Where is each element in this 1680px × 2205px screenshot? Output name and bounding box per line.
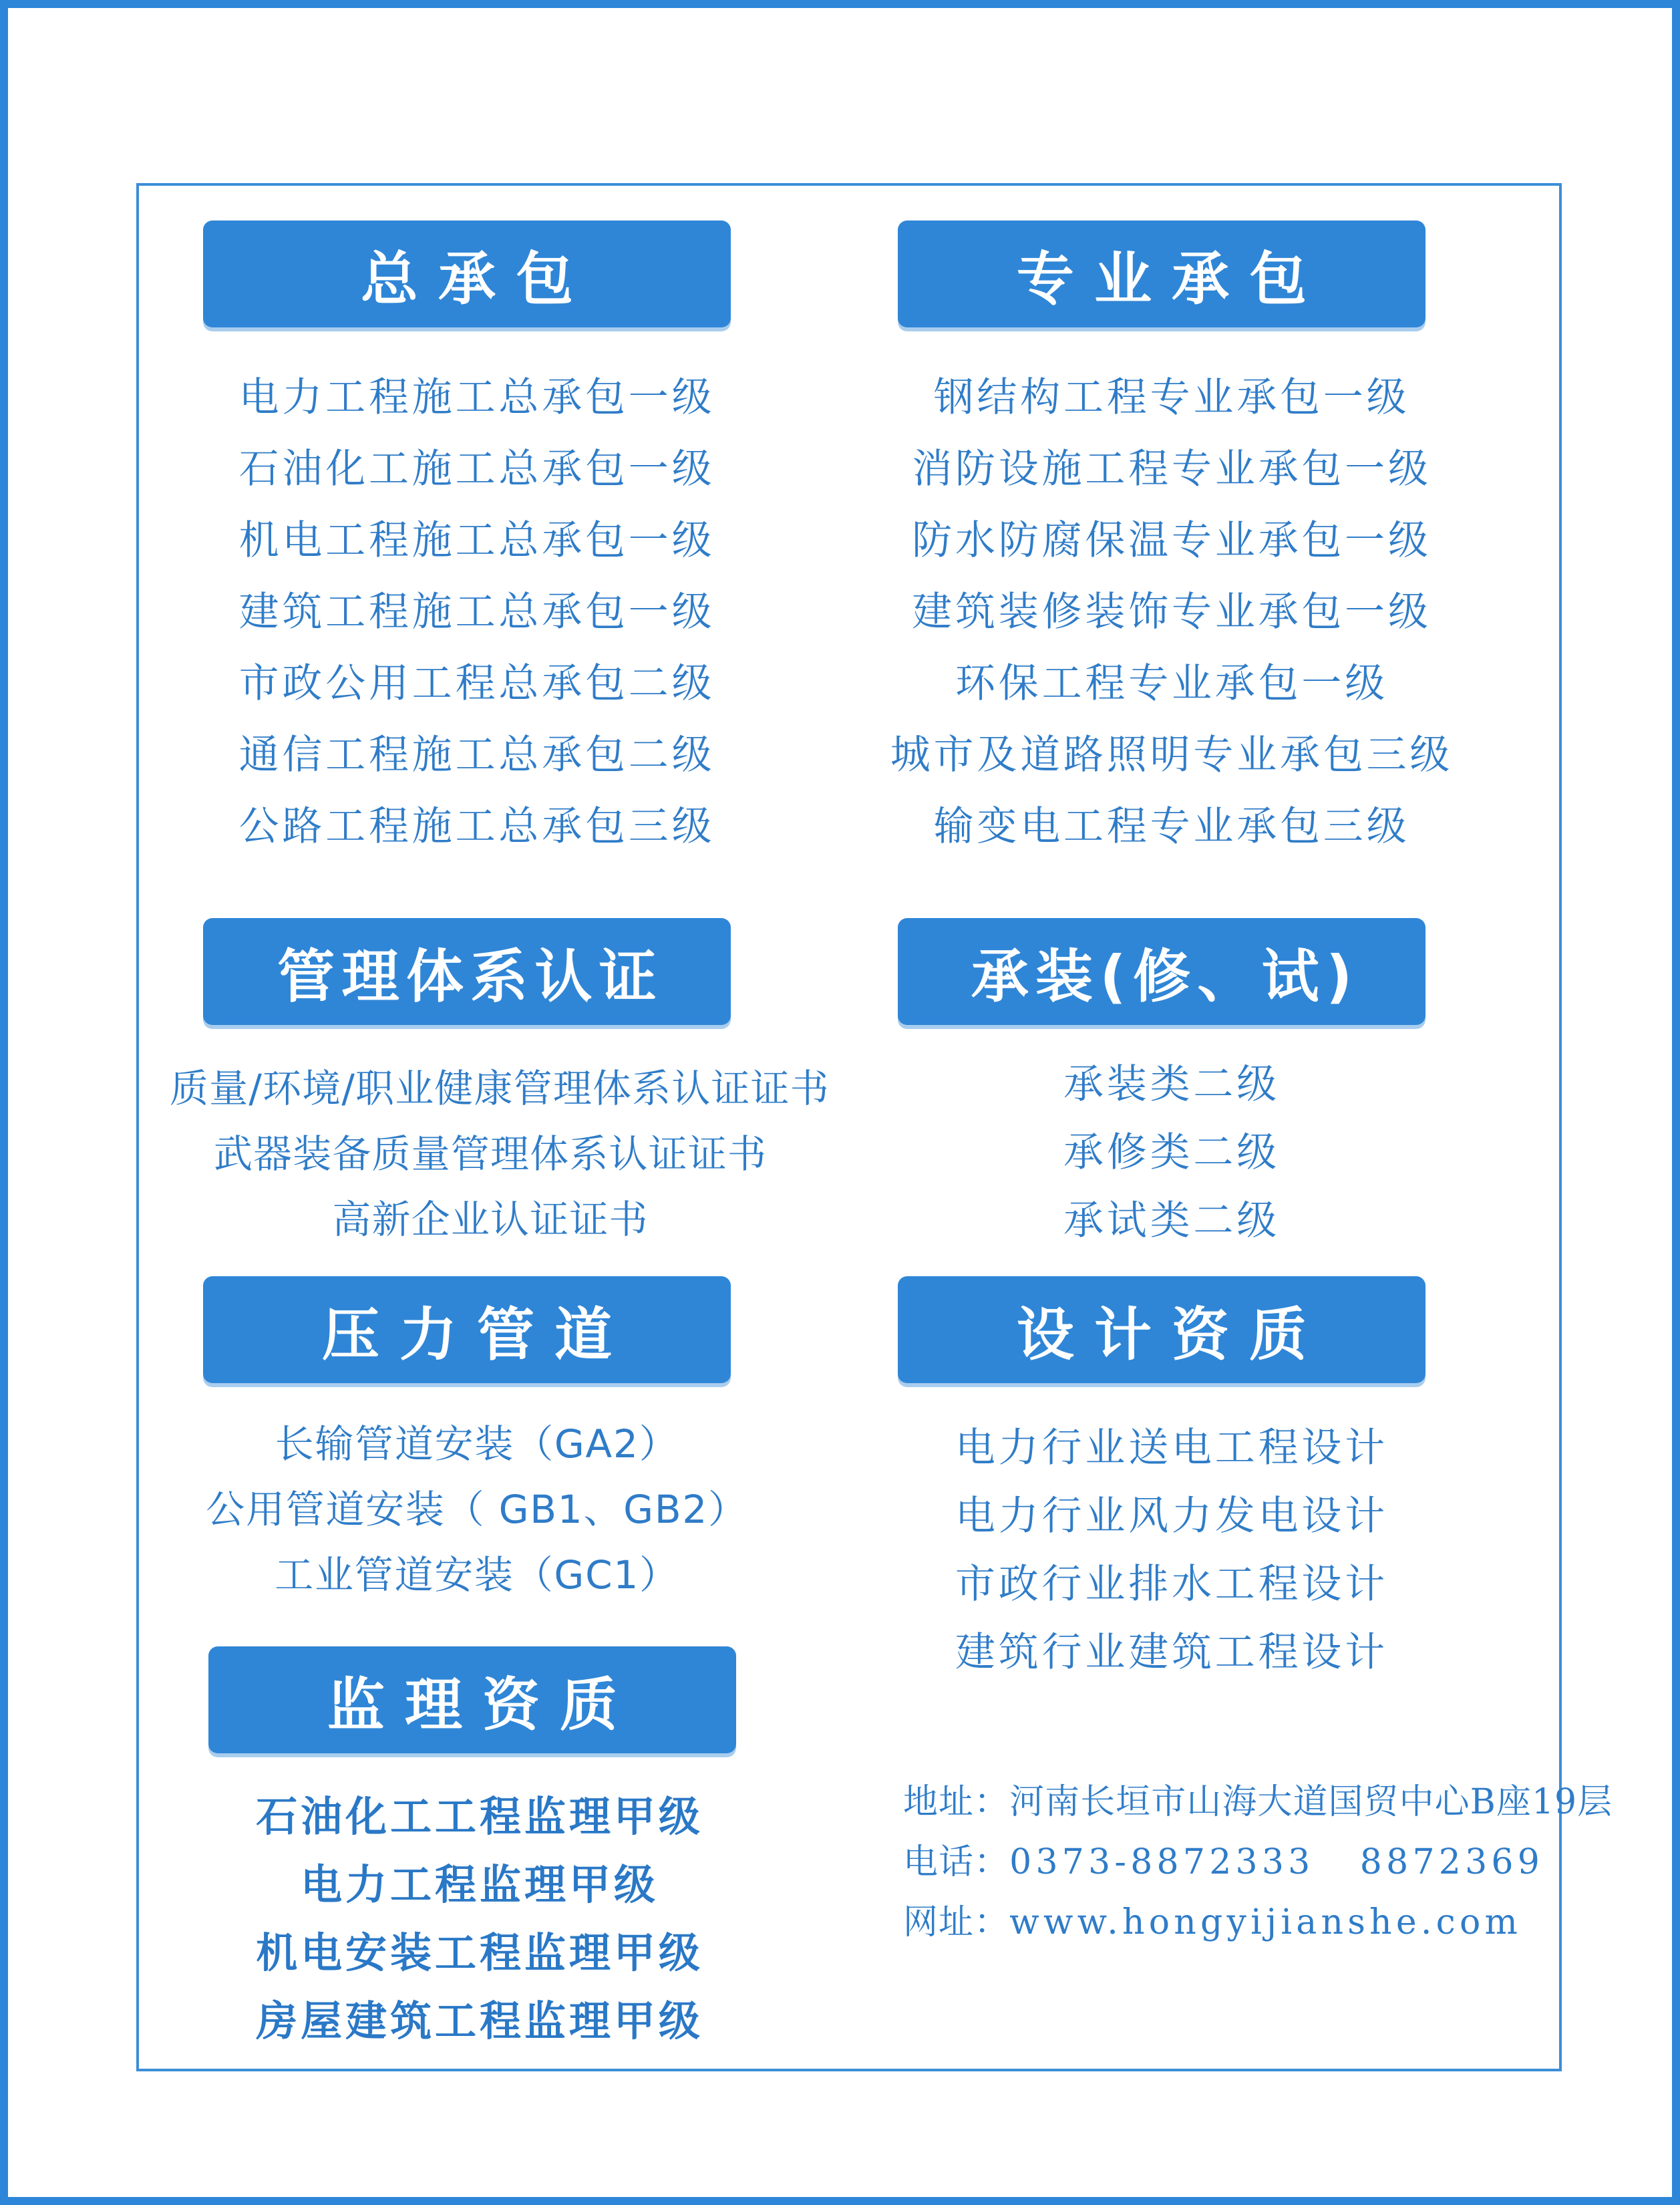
- list-item: 城市及道路照明专业承包三级: [890, 732, 1454, 778]
- list-item: 机电安装工程监理甲级: [256, 1928, 703, 1977]
- list-item: 电力工程施工总承包一级: [238, 374, 715, 421]
- contact-block: [903, 1772, 1613, 1952]
- list-item: 输变电工程专业承包三级: [933, 803, 1410, 850]
- list-pressure-pipeline: [156, 1411, 798, 1608]
- banner-pressure-pipeline: 压力管道: [203, 1276, 731, 1383]
- list-item: 石油化工工程监理甲级: [256, 1792, 703, 1841]
- list-item: 电力行业送电工程设计: [955, 1425, 1388, 1471]
- list-install-repair-test: [851, 1050, 1492, 1255]
- list-item: 公路工程施工总承包三级: [238, 803, 715, 850]
- list-general-contracting: [156, 362, 798, 863]
- website-value[interactable]: www.hongyijianshe.com: [1009, 1902, 1522, 1942]
- list-specialty-contracting: [851, 362, 1492, 863]
- list-item: 长输管道安装（GA2）: [275, 1421, 679, 1467]
- list-item: 石油化工施工总承包一级: [238, 446, 715, 492]
- address-label: 地址：: [903, 1782, 1010, 1822]
- list-item: 环保工程专业承包一级: [955, 660, 1388, 707]
- list-item: 钢结构工程专业承包一级: [933, 374, 1410, 421]
- list-item: 防水防腐保温专业承包一级: [912, 517, 1432, 564]
- list-item: 市政行业排水工程设计: [955, 1561, 1388, 1608]
- poster-page: [8, 8, 1672, 2197]
- address-row: [903, 1772, 1613, 1832]
- list-item: 武器装备质量管理体系认证证书: [213, 1131, 768, 1177]
- list-item: 公用管道安装（ GB1、GB2）: [206, 1487, 748, 1532]
- phone-label: 电话：: [903, 1842, 1010, 1882]
- phone-row: [903, 1832, 1571, 1892]
- list-item: 消防设施工程专业承包一级: [912, 446, 1432, 492]
- banner-design-qualification: 设计资质: [898, 1276, 1425, 1383]
- address-value: 河南长垣市山海大道国贸中心B座19层: [1009, 1782, 1613, 1822]
- banner-install-repair-test: 承装(修、试): [898, 918, 1425, 1025]
- website-label: 网址：: [903, 1902, 1010, 1942]
- list-item: 高新企业认证证书: [332, 1197, 649, 1242]
- list-item: 建筑工程施工总承包一级: [238, 589, 715, 635]
- banner-specialty-contracting: 专业承包: [898, 220, 1425, 327]
- list-item: 建筑行业建筑工程设计: [955, 1629, 1388, 1676]
- list-management-certification: [170, 1056, 830, 1252]
- list-item: 承试类二级: [1063, 1197, 1280, 1244]
- website-row: [903, 1892, 1571, 1952]
- banner-management-certification: 管理体系认证: [203, 918, 731, 1025]
- phone-value: 0373-8872333 8872369: [1009, 1842, 1544, 1882]
- list-design-qualification: [851, 1414, 1492, 1686]
- list-item: 通信工程施工总承包二级: [238, 732, 715, 778]
- list-item: 电力工程监理甲级: [301, 1860, 659, 1909]
- banner-supervision-qualification: 监理资质: [208, 1646, 736, 1753]
- list-item: 承修类二级: [1063, 1129, 1280, 1176]
- list-item: 质量/环境/职业健康管理体系认证证书: [170, 1066, 830, 1111]
- list-supervision-qualification: [159, 1783, 800, 2055]
- list-item: 房屋建筑工程监理甲级: [256, 1997, 703, 2045]
- list-item: 市政公用工程总承包二级: [238, 660, 715, 707]
- list-item: 电力行业风力发电设计: [955, 1493, 1388, 1539]
- list-item: 工业管道安装（GC1）: [275, 1552, 679, 1598]
- banner-general-contracting: 总承包: [203, 220, 731, 327]
- list-item: 机电工程施工总承包一级: [238, 517, 715, 564]
- list-item: 建筑装修装饰专业承包一级: [912, 589, 1432, 635]
- list-item: 承装类二级: [1063, 1061, 1280, 1108]
